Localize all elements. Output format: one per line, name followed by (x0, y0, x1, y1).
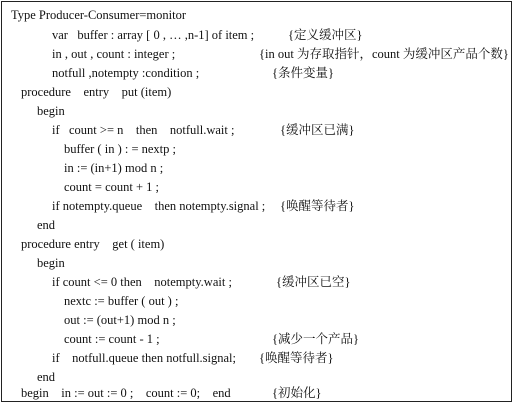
code-line-12: end (37, 218, 56, 232)
code-line-21: begin in := out := 0 ; count := 0; end (21, 386, 231, 400)
code-line-13: procedure entry get ( item) (21, 237, 165, 251)
code-line-3: in , out , count : integer ; (52, 47, 176, 61)
comment-line-2: {定义缓冲区} (288, 28, 363, 42)
code-line-20: end (37, 370, 56, 384)
comment-line-15: {缓冲区已空} (276, 275, 351, 289)
code-line-14: begin (37, 256, 65, 270)
code-line-18: count := count - 1 ; (64, 332, 160, 346)
code-line-6: begin (37, 104, 65, 118)
comment-line-18: {减少一个产品} (272, 332, 359, 346)
comment-line-11: {唤醒等待者} (280, 199, 355, 213)
code-line-2: var buffer : array [ 0 , … ,n-1] of item ; (52, 28, 255, 42)
code-line-8: buffer ( in ) : = nextp ; (64, 142, 176, 156)
code-line-9: in := (in+1) mod n ; (64, 161, 164, 175)
code-line-19: if notfull.queue then notfull.signal; (52, 351, 236, 365)
code-line-11: if notempty.queue then notempty.signal ; (52, 199, 266, 213)
code-line-17: out := (out+1) mod n ; (64, 313, 176, 327)
comment-line-4: {条件变量} (272, 66, 334, 80)
code-line-5: procedure entry put (item) (21, 85, 172, 99)
comment-line-3: {in out 为存取指针，count 为缓冲区产品个数} (259, 47, 509, 61)
comment-line-21: {初始化} (272, 386, 322, 400)
code-frame (1, 1, 512, 402)
code-line-10: count = count + 1 ; (64, 180, 159, 194)
comment-line-19: {唤醒等待者} (259, 351, 334, 365)
code-line-1: Type Producer-Consumer=monitor (11, 8, 186, 22)
code-line-4: notfull ,notempty :condition ; (52, 66, 200, 80)
code-line-7: if count >= n then notfull.wait ; (52, 123, 235, 137)
comment-line-7: {缓冲区已满} (280, 123, 355, 137)
code-line-15: if count <= 0 then notempty.wait ; (52, 275, 232, 289)
code-line-16: nextc := buffer ( out ) ; (64, 294, 179, 308)
